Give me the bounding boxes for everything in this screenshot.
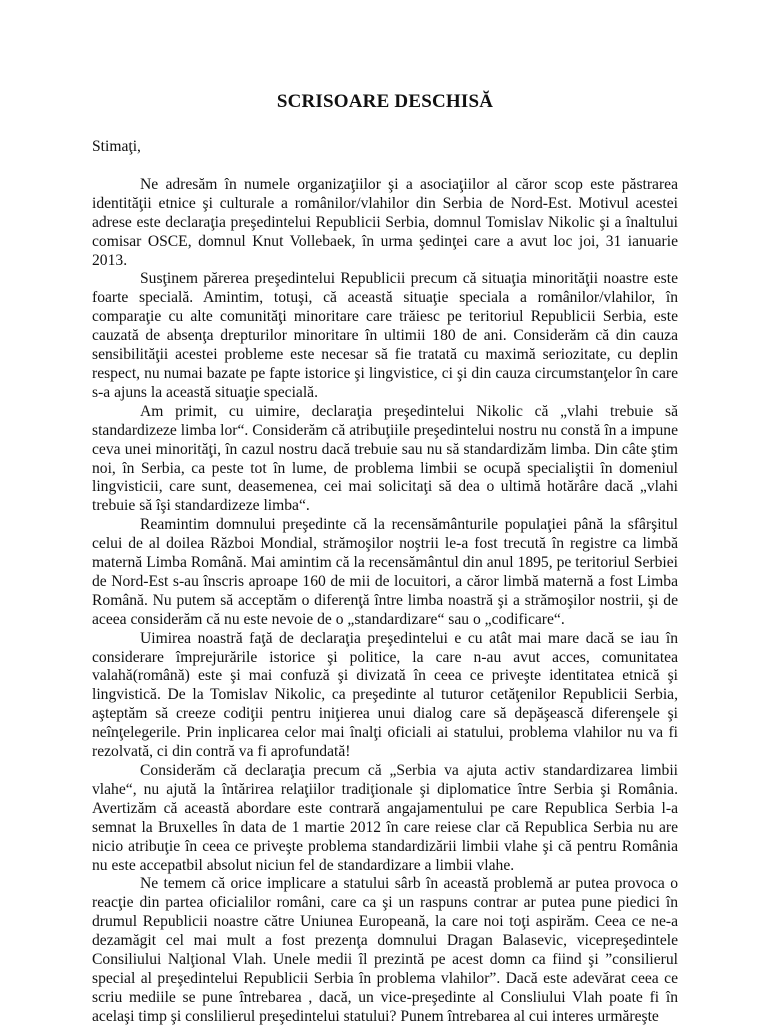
paragraph-5: Uimirea noastră faţă de declaraţia preşedintelui e cu atât mai mare dacă se iau în considerare împrejurările istorice şi politice, la care n-au avut acces, comunitatea valahă(română) este şi mai confuză şi divizată în ceea ce priveşte identitatea etnică şi lingvistică. De la Tomislav Nikolic, ca preşedinte al tuturor cetăţenilor Republicii Serbia, aşteptăm să creeze codiţii pentru iniţierea unui dialog care să depăşească diferenşele şi neînţelegerile. Prin inplicarea celor mai înalţi oficiali ai statului, problema vlahilor nu va fi rezolvată, ci din contră va fi aprofundată! <box>92 629 678 761</box>
paragraph-4: Reamintim domnului preşedinte că la recensământurile populaţiei până la sfârşitul celui de al doilea Război Mondial, strămoşilor noştrii le-a fost trecută în registre ca limbă maternă Limba Română. Mai amintim că la recensământul din anul 1895, pe teritoriul Serbiei de Nord-Est s-au înscris aproape 160 de mii de locuitori, a căror limbă maternă a fost Limba Română. Nu putem să acceptăm o diferenţă între limba noastră şi a strămoşilor nostrii, şi de aceea considerăm că nu este nevoie de o „standardizare“ sau o „codificare“. <box>92 516 678 628</box>
greeting: Stimaţi, <box>92 138 141 155</box>
paragraph-7: Ne temem că orice implicare a statului sârb în această problemă ar putea provoca o reacţie din partea oficialilor români, care ca şi un raspuns contrar ar putea pune piedici în drumul Republicii noastre către Uniunea Europeană, la care noi toţi aspirăm. Ceea ce ne-a dezamăgit cel mai mult a fost prezenţa domnului Dragan Balasevic, vicepreşedintele Consiliului Nalţional Vlah. Unele medii îl prezintă pe acest domn ca fiind şi ”consilierul special al preşedintelui Republicii Serbia în problema vlahilor”. Dacă este adevărat ceea ce scriu mediile se pune întrebarea , dacă, un vice-preşedinte al Consliului Vlah poate fi în acelaşi timp şi conslilierul preşedintelui statului? Punem întrebarea al cui interes urmăreşte <box>92 875 678 1025</box>
paragraph-3: Am primit, cu uimire, declaraţia preşedintelui Nikolic că „vlahi trebuie să standardizeze limba lor“. Considerăm că atribuţiile preşedintelui nostru nu constă în a impune ceva unei minorităţi, în cazul nostru dacă trebuie sau nu să standardizăm limba. Din câte ştim noi, în Serbia, ca peste tot în lume, de problema limbii se ocupă specialiştii în domeniul lingvisticii, care sunt, deasemenea, cei mai solicitaţi să dea o ultimă hotărâre dacă „vlahi trebuie să îşi standardizeze limba“. <box>92 402 678 515</box>
paragraph-1: Ne adresăm în numele organizaţiilor şi a asociaţiilor al căror scop este păstrarea identităţii etnice şi culturale a românilor/vlahilor din Serbia de Nord-Est. Motivul acestei adrese este declaraţia preşedintelui Republicii Serbia, domnul Tomislav Nikolic şi a înaltului comisar OSCE, domnul Knut Vollebaek, în urma şedinţei care a avut loc joi, 31 ianuarie 2013. <box>92 175 678 269</box>
document-title: SCRISOARE DESCHISĂ <box>276 91 494 112</box>
paragraph-2: Susţinem părerea preşedintelui Republicii precum că situaţia minorităţii noastre este foarte specială. Amintim, totuşi, că această situaţie speciala a românilor/vlahilor, în comparaţie cu alte comunităţi minoritare care trăiesc pe teritoriul Republicii Serbia, este cauzată de absenţa drepturilor minoritare în ultimii 180 de ani. Considerăm că din cauza sensibilităţii acestei probleme este necesar să fie tratată cu maximă seriozitate, cu deplin respect, nu numai bazate pe fapte istorice şi lingvistice, ci şi din cauza circumstanţelor în care s-a ajuns la această situaţie specială. <box>92 270 678 401</box>
document-body <box>92 176 678 1027</box>
paragraph-6: Considerăm că declaraţia precum că „Serbia va ajuta activ standardizarea limbii vlahe“, nu ajută la întărirea relaţiilor tradiţionale şi diplomatice între Serbia şi România. Avertizăm că această abordare este contrară angajamentului pe care Republica Serbia l-a semnat la Bruxelles în data de 1 martie 2012 în care reiese clar că Republica Serbia nu are nicio atribuţie în ceea ce priveşte problema standardizării limbii vlahe şi că pentru România nu este accepatbil absolut niciun fel de standardizare a limbii vlahe. <box>92 762 678 874</box>
